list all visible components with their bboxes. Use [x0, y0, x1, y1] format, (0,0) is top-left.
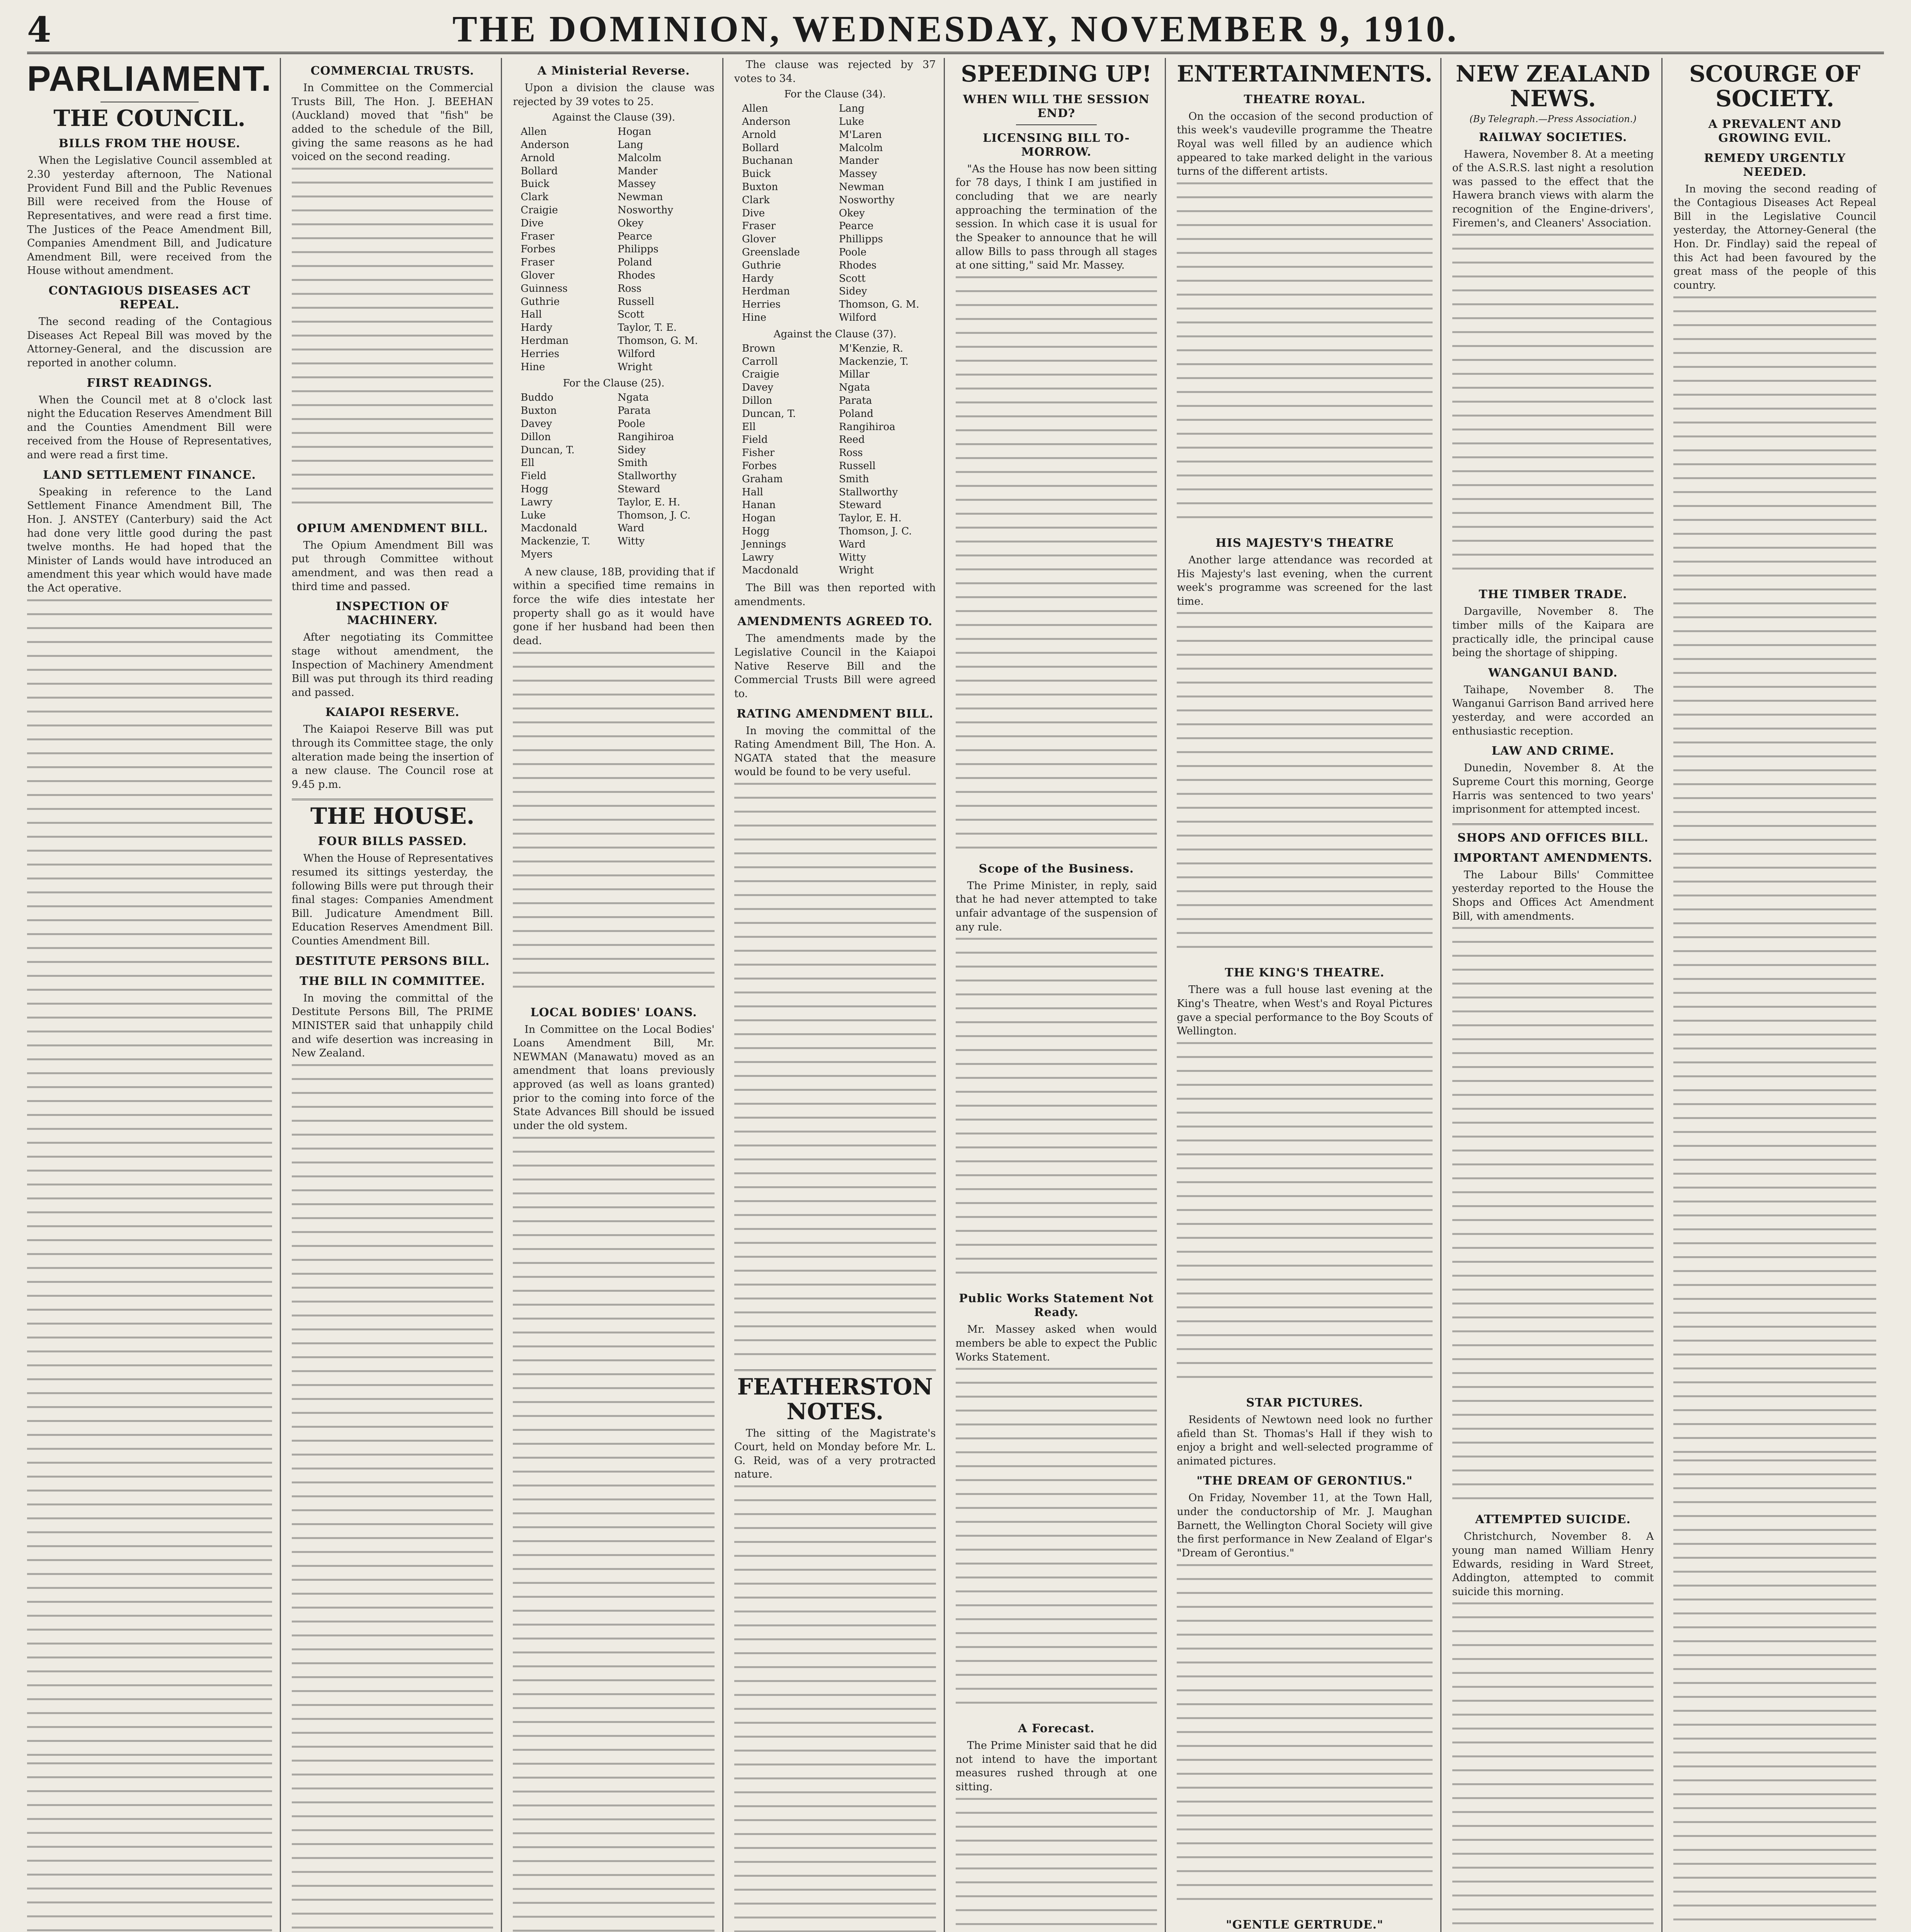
parliament-heading: PARLIAMENT. — [27, 59, 272, 99]
member-name: Mander — [839, 155, 879, 167]
text-block — [27, 1762, 272, 1932]
divider — [292, 799, 493, 800]
column-3 — [513, 58, 723, 1932]
text-block — [1177, 612, 1433, 960]
member-name: Arnold — [521, 152, 555, 164]
text-block — [1177, 1042, 1433, 1390]
member-name: Forbes — [521, 243, 556, 255]
member-name: Massey — [839, 168, 877, 180]
gertrude-heading: "GENTLE GERTRUDE." — [1226, 1918, 1383, 1932]
text-block — [292, 168, 493, 515]
divider — [734, 1369, 936, 1371]
paragraph: The second reading of the Contagious Diseases Act Repeal Bill was moved by the Attorney-General, and the discussion are reported in another column. — [27, 316, 272, 369]
paragraph: Another large attendance was recorded at His Majesty's last evening, when the current week's programme was screened for the last time. — [1177, 554, 1433, 607]
divider — [1016, 124, 1097, 125]
vote-list — [734, 102, 936, 325]
paragraph: The Labour Bills' Committee yesterday reported to the House the Shops and Offices Act Amendment Bill, with amendments. — [1452, 869, 1654, 922]
text-block — [1673, 1459, 1876, 1932]
member-name: Philipps — [618, 243, 659, 255]
member-name: Clark — [742, 194, 770, 206]
member-name: Macdonald — [521, 522, 577, 534]
member-name: Wilford — [618, 348, 655, 360]
paragraph: On Friday, November 11, at the Town Hall, under the conductorship of Mr. J. Maughan Barnett, the Wellington Choral Society will give the first performance in New Zealand of Elgar's "Dream of Gerontius." — [1177, 1492, 1433, 1559]
member-name: Fraser — [742, 220, 776, 232]
paragraph: Mr. Massey asked when would members be able to expect the Public Works Statement. — [955, 1323, 1157, 1363]
member-name: Thomson, J. C. — [839, 525, 912, 537]
timber-heading: THE TIMBER TRADE. — [1479, 588, 1627, 602]
text-block — [1177, 182, 1433, 530]
paragraph: The Prime Minister said that he did not intend to have the important measures rushed through at one sitting. — [955, 1740, 1157, 1793]
member-name: Hardy — [742, 272, 774, 284]
paragraph: On the occasion of the second production of this week's vaudeville programme the Theatre Royal was well filled by an audience which appeared to take marked delight in the various turns of the different artists. — [1177, 110, 1433, 178]
his-majestys-heading: HIS MAJESTY'S THEATRE — [1215, 536, 1394, 550]
member-name: Russell — [839, 460, 876, 472]
member-name: Nosworthy — [839, 194, 895, 206]
member-name: Rangihiroa — [618, 431, 674, 443]
member-name: Nosworthy — [618, 204, 674, 216]
paragraph: Speaking in reference to the Land Settlement Finance Amendment Bill, The Hon. J. ANSTEY (Canterbury) said the Act had done very little good during the past twelve months. He had hoped that the Minister of Lands would have introduced an amendment this year which would have made the Act operative. — [27, 486, 272, 595]
member-name: Greenslade — [742, 247, 800, 259]
vote-heading: Against the Clause (39). — [552, 112, 676, 124]
member-name: Okey — [618, 217, 644, 229]
member-name: Ross — [839, 447, 863, 459]
nz-news-heading: NEW ZEALAND NEWS. — [1455, 61, 1651, 112]
featherston-heading: FEATHERSTON NOTES. — [737, 1374, 933, 1425]
member-name: Taylor, E. H. — [618, 496, 681, 508]
member-name: Dive — [742, 207, 765, 219]
kings-theatre-heading: THE KING'S THEATRE. — [1225, 966, 1385, 980]
speeding-heading: SPEEDING UP! — [961, 61, 1152, 87]
member-name: Smith — [618, 457, 648, 469]
paragraph: When the Council met at 8 o'clock last night the Education Reserves Amendment Bill and the Counties Amendment Bill were received from the House of Representatives, and were read a first time. — [27, 394, 272, 461]
member-name: Mackenzie, T. — [521, 536, 590, 548]
member-name: Macdonald — [742, 565, 799, 577]
text-block — [1452, 927, 1654, 1507]
column-7 — [1452, 58, 1663, 1932]
member-name: Field — [521, 470, 546, 482]
member-name: Wilford — [839, 312, 876, 323]
scourge-heading: SCOURGE OF SOCIETY. — [1689, 61, 1861, 112]
member-name: Davey — [742, 382, 774, 394]
paragraph: Hawera, November 8. At a meeting of the A.S.R.S. last night a resolution was passed to the effect that the Hawera branch views with alarm the recognition of the Engine-drivers', Firemen's, and Cleaners' Association. — [1452, 148, 1654, 229]
member-name: Ell — [742, 421, 756, 433]
member-name: Poland — [839, 408, 874, 420]
paragraph: Dargaville, November 8. The timber mills of the Kaipara are practically idle, the principal cause being the shortage of shipping. — [1452, 605, 1654, 659]
paragraph: In moving the committal of the Rating Amendment Bill, The Hon. A. NGATA stated that the measure would be found to be very useful. — [734, 724, 936, 778]
paragraph: The Prime Minister, in reply, said that he had never attempted to take unfair advantage of the suspension of any rule. — [955, 879, 1157, 933]
column-2 — [292, 58, 502, 1932]
member-name: Steward — [839, 499, 882, 511]
column-8 — [1673, 58, 1884, 1932]
member-name: Ell — [521, 457, 534, 469]
member-name: Lang — [618, 139, 643, 151]
house-heading: THE HOUSE. — [310, 803, 475, 829]
member-name: Carroll — [742, 355, 778, 367]
attempted-heading: ATTEMPTED SUICIDE. — [1475, 1513, 1631, 1527]
member-name: Anderson — [521, 139, 569, 151]
member-name: Rhodes — [618, 270, 655, 282]
text-block — [956, 1798, 1157, 1932]
member-name: Parata — [618, 405, 651, 417]
paragraph: A new clause, 18B, providing that if within a specified time remains in force the wife dies intestate her property shall go as it would have gone if her husband had been then dead. — [513, 566, 715, 647]
paragraph: In moving the committal of the Destitute Persons Bill, The PRIME MINISTER said that unhappily child and wife desertion was increasing in New Zealand. — [291, 992, 493, 1060]
member-name: Duncan, T. — [521, 444, 575, 456]
divider — [1452, 823, 1654, 825]
text-block — [1452, 234, 1654, 582]
forecast-heading: A Forecast. — [1018, 1722, 1095, 1736]
member-name: Dive — [521, 217, 544, 229]
machinery-heading: INSPECTION OF MACHINERY. — [335, 600, 449, 628]
vote-heading: For the Clause (25). — [563, 378, 665, 389]
shops-heading: SHOPS AND OFFICES BILL. — [1457, 831, 1649, 845]
member-name: Jennings — [742, 538, 786, 550]
wanganui-heading: WANGANUI BAND. — [1488, 666, 1618, 680]
local-bodies-heading: LOCAL BODIES' LOANS. — [530, 1005, 697, 1019]
theatre-royal-heading: THEATRE ROYAL. — [1244, 92, 1366, 106]
vote-heading: Against the Clause (37). — [773, 328, 897, 340]
member-name: Fraser — [521, 257, 555, 269]
remedy-heading: REMEDY URGENTLY NEEDED. — [1704, 151, 1846, 179]
paragraph: After negotiating its Committee stage without amendment, the Inspection of Machinery Amendment Bill was put through its third reading and passed. — [291, 631, 493, 699]
paragraph: Christchurch, November 8. A young man named William Henry Edwards, residing in Ward Street, Addington, attempted to commit suicide this morning. — [1452, 1531, 1654, 1598]
member-name: Glover — [742, 233, 776, 245]
member-name: Luke — [839, 116, 864, 128]
member-name: Guthrie — [742, 259, 781, 271]
member-name: Newman — [839, 181, 885, 193]
paragraph: The Bill was then reported with amendments. — [734, 582, 936, 608]
text-block — [1452, 1602, 1654, 1932]
text-block — [734, 783, 936, 1362]
paragraph: When the Legislative Council assembled at 2.30 yesterday afternoon, The National Provident Fund Bill and the Public Revenues Bill were received from the House of Representatives, and were read a first time. The Justices of the Peace Amendment Bill, Companies Amendment Bill, and Judicature Amendment Bill, were received from the House without amendment. — [27, 155, 272, 277]
member-name: Russell — [618, 296, 655, 308]
member-name: Lawry — [521, 496, 553, 508]
star-pictures-heading: STAR PICTURES. — [1246, 1396, 1363, 1410]
member-name: Taylor, E. H. — [839, 512, 902, 524]
law-crime-heading: LAW AND CRIME. — [1491, 744, 1615, 758]
newspaper-title: THE DOMINION, WEDNESDAY, NOVEMBER 9, 1910. — [452, 8, 1459, 49]
paragraph: The sitting of the Magistrate's Court, held on Monday before Mr. L. G. Reid, was of a very protracted nature. — [734, 1427, 936, 1481]
member-name: Pearce — [618, 230, 652, 242]
text-block — [27, 599, 272, 1759]
member-name: Lawry — [742, 551, 774, 563]
member-name: Stallworthy — [618, 470, 677, 482]
four-bills-heading: FOUR BILLS PASSED. — [318, 835, 467, 849]
member-name: Millar — [839, 369, 870, 381]
vote-list — [513, 391, 715, 561]
member-name: Guthrie — [521, 296, 560, 308]
member-name: Hine — [742, 312, 767, 323]
member-name: Hogg — [521, 483, 548, 495]
member-name: Okey — [839, 207, 865, 219]
member-name: Craigie — [521, 204, 558, 216]
member-name: Guinness — [521, 282, 568, 294]
member-name: Malcolm — [839, 142, 883, 154]
member-name: Taylor, T. E. — [618, 322, 677, 334]
column-6 — [1177, 58, 1441, 1932]
member-name: Duncan, T. — [742, 408, 796, 420]
text-block — [292, 1064, 493, 1932]
member-name: Ngata — [618, 392, 649, 404]
member-name: Hogan — [618, 126, 652, 138]
member-name: Allen — [742, 103, 768, 115]
column-4 — [734, 58, 945, 1932]
paragraph: Upon a division the clause was rejected by 39 votes to 25. — [513, 82, 715, 108]
council-heading: THE COUNCIL. — [53, 105, 246, 131]
member-name: Sidey — [839, 286, 867, 298]
member-name: Brown — [742, 342, 776, 354]
text-block — [1673, 296, 1876, 1456]
licensing-heading: LICENSING BILL TO-MORROW. — [983, 131, 1130, 159]
member-name: Field — [742, 434, 768, 446]
member-name: Hogan — [742, 512, 776, 524]
text-block — [1177, 1564, 1433, 1912]
member-name: Smith — [839, 473, 869, 485]
paragraph: In Committee on the Local Bodies' Loans Amendment Bill, Mr. NEWMAN (Manawatu) moved as an amendment that loans previously approved (as well as loans granted) prior to the coming into force of the State Advances Bill should be issued under the old system. — [513, 1023, 715, 1132]
member-name: Dillon — [521, 431, 551, 443]
member-name: Buick — [742, 168, 771, 180]
member-name: Buchanan — [742, 155, 793, 167]
columns — [27, 58, 1884, 1932]
member-name: Hogg — [742, 525, 770, 537]
member-name: Scott — [618, 309, 645, 321]
member-name: Graham — [742, 473, 783, 485]
member-name: Wright — [618, 361, 653, 373]
member-name: Herries — [521, 348, 560, 360]
member-name: Buddo — [521, 392, 554, 404]
paragraph: The amendments made by the Legislative Council in the Kaiapoi Native Reserve Bill and the Commercial Trusts Bill were agreed to. — [734, 633, 936, 700]
member-name: Forbes — [742, 460, 777, 472]
member-name: Hall — [742, 486, 763, 498]
member-name: Poole — [839, 247, 867, 259]
prevalent-heading: A PREVALENT AND GROWING EVIL. — [1708, 117, 1841, 145]
paragraph: The Opium Amendment Bill was put through Committee without amendment, and was then read a third time and passed. — [291, 539, 493, 593]
vote-list — [513, 126, 715, 374]
column-5 — [956, 58, 1166, 1932]
member-name: Anderson — [742, 116, 791, 128]
member-name: Herdman — [521, 335, 569, 347]
member-name: Reed — [839, 434, 865, 446]
paragraph: The Kaiapoi Reserve Bill was put through its Committee stage, the only alteration made being the insertion of a new clause. The Council rose at 9.45 p.m. — [291, 723, 493, 791]
member-name: Hardy — [521, 322, 553, 334]
member-name: Clark — [521, 191, 549, 203]
member-name: Phillipps — [839, 233, 883, 245]
committee-heading: THE BILL IN COMMITTEE. — [299, 974, 485, 988]
text-block — [734, 1485, 936, 1932]
public-works-heading: Public Works Statement Not Ready. — [959, 1292, 1154, 1320]
paragraph: When the House of Representatives resumed its sittings yesterday, the following Bills were put through their final stages: Companies Amendment Bill. Judicature Amendment Bill. Education Reserves Amendment Bill. Counties Amendment Bill. — [291, 852, 493, 947]
paragraph: "As the House has now been sitting for 78 days, I think I am justified in concluding that we are nearly approaching the termination of the session. In which case it is usual for the Speaker to announce that he will allow Bills to pass through all stages at one sitting," said Mr. Massey. — [955, 163, 1157, 272]
paragraph: Taihape, November 8. The Wanganui Garrison Band arrived here yesterday, and were accorded an enthusiastic reception. — [1452, 684, 1654, 737]
text-block — [513, 1137, 715, 1932]
entertainments-heading: ENTERTAINMENTS. — [1177, 61, 1433, 87]
member-name: Steward — [618, 483, 660, 495]
member-name: Mander — [618, 165, 658, 177]
masthead — [27, 5, 1884, 54]
member-name: Ward — [618, 522, 645, 534]
member-name: Witty — [839, 551, 866, 563]
destitute-heading: DESTITUTE PERSONS BILL. — [295, 954, 490, 968]
bills-heading: BILLS FROM THE HOUSE. — [58, 137, 240, 151]
gerontius-heading: "THE DREAM OF GERONTIUS." — [1196, 1474, 1413, 1488]
land-heading: LAND SETTLEMENT FINANCE. — [43, 468, 256, 482]
member-name: Thomson, G. M. — [839, 299, 919, 311]
member-name: Allen — [521, 126, 547, 138]
member-name: Fisher — [742, 447, 775, 459]
ministerial-heading: A Ministerial Reverse. — [537, 64, 690, 78]
opium-heading: OPIUM AMENDMENT BILL. — [297, 521, 488, 535]
member-name: Hall — [521, 309, 542, 321]
railway-heading: RAILWAY SOCIETIES. — [1479, 130, 1627, 144]
vote-list — [734, 342, 936, 577]
member-name: Poland — [618, 257, 652, 269]
member-name: Wright — [839, 565, 874, 577]
paragraph: In Committee on the Commercial Trusts Bill, The Hon. J. BEEHAN (Auckland) moved that "fish" be added to the schedule of the Bill, giving the same reasons as he had voiced on the second reading. — [291, 82, 493, 163]
member-name: Dillon — [742, 395, 773, 406]
member-name: Stallworthy — [839, 486, 898, 498]
member-name: Ward — [839, 538, 866, 550]
member-name: Mackenzie, T. — [839, 355, 909, 367]
paragraph: Dunedin, November 8. At the Supreme Court this morning, George Harris was sentenced to two years' imprisonment for attempted incest. — [1452, 762, 1654, 816]
member-name: Scott — [839, 272, 866, 284]
paragraph: The clause was rejected by 37 votes to 34. — [734, 59, 936, 85]
member-name: Parata — [839, 395, 872, 406]
member-name: Luke — [521, 509, 546, 521]
member-name: Herries — [742, 299, 781, 311]
telegraph-credit: (By Telegraph.—Press Association.) — [1469, 113, 1637, 124]
amendments-heading: AMENDMENTS AGREED TO. — [737, 615, 933, 629]
member-name: Davey — [521, 418, 552, 430]
member-name: Malcolm — [618, 152, 662, 164]
member-name: Thomson, J. C. — [618, 509, 691, 521]
member-name: Poole — [618, 418, 645, 430]
member-name: Bollard — [521, 165, 558, 177]
member-name: Rhodes — [839, 259, 877, 271]
member-name: Sidey — [618, 444, 646, 456]
member-name: Bollard — [742, 142, 779, 154]
paragraph: Residents of Newtown need look no further afield than St. Thomas's Hall if they wish to enjoy a bright and well-selected programme of animated pictures. — [1177, 1413, 1433, 1467]
member-name: Buxton — [521, 405, 557, 417]
rating-heading: RATING AMENDMENT BILL. — [736, 707, 934, 721]
member-name: Lang — [839, 103, 864, 115]
member-name: Hine — [521, 361, 545, 373]
commercial-heading: COMMERCIAL TRUSTS. — [310, 64, 475, 78]
member-name: Pearce — [839, 220, 874, 232]
member-name: Fraser — [521, 230, 555, 242]
page-number: 4 — [27, 9, 51, 50]
member-name: Arnold — [742, 129, 776, 141]
column-1 — [27, 58, 281, 1932]
member-name: Hanan — [742, 499, 776, 511]
text-block — [956, 1368, 1157, 1716]
member-name: Witty — [618, 536, 645, 548]
member-name: M'Kenzie, R. — [839, 342, 904, 354]
kaiapoi-heading: KAIAPOI RESERVE. — [325, 706, 460, 719]
member-name: Buick — [521, 178, 550, 190]
member-name: M'Laren — [839, 129, 882, 141]
member-name: Rangihiroa — [839, 421, 895, 433]
text-block — [513, 652, 715, 1000]
member-name: Buxton — [742, 181, 778, 193]
member-name: Craigie — [742, 369, 779, 381]
contagious-heading: CONTAGIOUS DISEASES ACT REPEAL. — [48, 284, 251, 312]
member-name: Ngata — [839, 382, 870, 394]
first-readings-heading: FIRST READINGS. — [87, 376, 213, 390]
member-name: Glover — [521, 270, 555, 282]
important-heading: IMPORTANT AMENDMENTS. — [1453, 851, 1653, 865]
member-name: Ross — [618, 282, 642, 294]
scope-heading: Scope of the Business. — [978, 862, 1134, 876]
paragraph: There was a full house last evening at the King's Theatre, when West's and Royal Pictures gave a special performance to the Boy Scouts of Wellington. — [1177, 984, 1433, 1037]
member-name: Massey — [618, 178, 656, 190]
vote-heading: For the Clause (34). — [784, 88, 886, 100]
member-name: Newman — [618, 191, 663, 203]
text-block — [956, 276, 1157, 856]
member-name: Myers — [521, 548, 553, 560]
member-name: Herdman — [742, 286, 790, 298]
paragraph: In moving the second reading of the Contagious Diseases Act Repeal Bill in the Legislative Council yesterday, the Attorney-General (the Hon. Dr. Findlay) said the repeal of this Act had been favoured by the great mass of the people of this country. — [1673, 183, 1876, 291]
session-heading: WHEN WILL THE SESSION END? — [963, 92, 1150, 120]
text-block — [956, 938, 1157, 1286]
member-name: Thomson, G. M. — [618, 335, 698, 347]
